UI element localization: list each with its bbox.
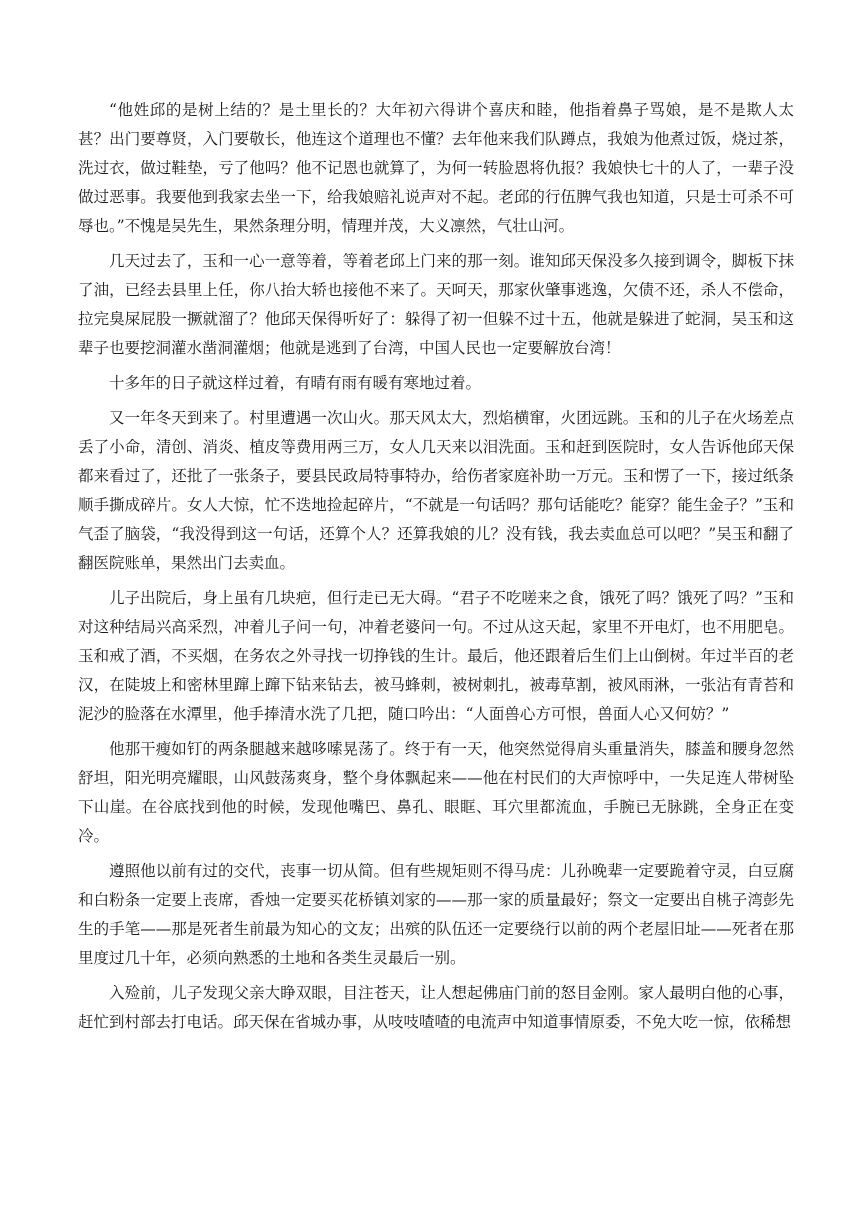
paragraph: 几天过去了，玉和一心一意等着，等着老邱上门来的那一刻。谁知邱天保没多久接到调令，脚板下抹了油，已经去县里上任，你八抬大轿也接他不来了。天呵天，那家伙肇事逃逸，欠债不还，杀人不偿命，拉完臭屎屁股一撅就溜了？他邱天保得听好了：躲得了初一但躲不过十五，他就是躲进了蛇洞，吴玉和这辈子也要挖洞灌水凿洞灌烟；他就是逃到了台湾，中国人民也一定要解放台湾！ (78, 252, 794, 357)
paragraph: 遵照他以前有过的交代，丧事一切从简。但有些规矩则不得马虎：儿孙晚辈一定要跪着守灵，白豆腐和白粉条一定要上丧席，香烛一定要买花桥镇刘家的——那一家的质量最好；祭文一定要出自桃子湾彭先生的手笔——那是死者生前最为知心的文友；出殡的队伍还一定要绕行以前的两个老屋旧址——死者在那里度过几十年，必须向熟悉的土地和各类生灵最后一别。 (78, 862, 794, 967)
paragraph: 儿子出院后，身上虽有几块疤，但行走已无大碍。“君子不吃嗟来之食，饿死了吗？饿死了吗？”玉和对这种结局兴高采烈，冲着儿子问一句，冲着老婆问一句。不过从这天起，家里不开电灯，也不用肥皂。玉和戒了酒，不买烟，在务农之外寻找一切挣钱的生计。最后，他还跟着后生们上山倒树。年过半百的老汉，在陡坡上和密林里蹿上蹿下钻来钻去，被马蜂刺，被树刺扎，被毒草割，被风雨淋，一张沾有青苔和泥沙的脸落在水潭里，他手捧清水洗了几把，随口吟出：“人面兽心方可恨，兽面人心又何妨？” (78, 589, 794, 723)
paragraph: “他姓邱的是树上结的？是土里长的？大年初六得讲个喜庆和睦，他指着鼻子骂娘，是不是欺人太甚？出门要尊贤，入门要敬长，他连这个道理也不懂？去年他来我们队蹲点，我娘为他煮过饭，烧过茶，洗过衣，做过鞋垫，亏了他吗？他不记恩也就算了，为何一转脸恩将仇报？我娘快七十的人了，一辈子没做过恶事。我要他到我家去坐一下，给我娘赔礼说声对不起。老邱的行伍脾气我也知道，只是士可杀不可辱也。”不愧是吴先生，果然条理分明，情理并茂，大义凛然，气壮山河。 (78, 101, 794, 235)
paragraph: 入殓前，儿子发现父亲大睁双眼，目注苍天，让人想起佛庙门前的怒目金刚。家人最明白他的心事，赶忙到村部去打电话。邱天保在省城办事，从吱吱喳喳的电流声中知道事情原委，不免大吃一惊，依稀想 (78, 984, 794, 1031)
paragraph: 十多年的日子就这样过着，有晴有雨有暖有寒地过着。 (109, 374, 482, 392)
paragraph: 又一年冬天到来了。村里遭遇一次山火。那天风太大，烈焰横窜，火团远跳。玉和的儿子在火场差点丢了小命，清创、消炎、植皮等费用两三万，女人几天来以泪洗面。玉和赶到医院时，女人告诉他邱天保都来看过了，还批了一张条子，要县民政局特事特办，给伤者家庭补助一万元。玉和愣了一下，接过纸条顺手撕成碎片。女人大惊，忙不迭地捡起碎片，“不就是一句话吗？那句话能吃？能穿？能生金子？”玉和气歪了脑袋，“我没得到这一句话，还算个人？还算我娘的儿？没有钱，我去卖血总可以吧？”吴玉和翻了翻医院账单，果然出门去卖血。 (78, 409, 794, 572)
paragraph: 他那干瘦如钉的两条腿越来越哆嗦晃荡了。终于有一天，他突然觉得肩头重量消失，膝盖和腰身忽然舒坦，阳光明亮耀眼，山风鼓荡爽身，整个身体飘起来——他在村民们的大声惊呼中，一失足连人带树坠下山崖。在谷底找到他的时候，发现他嘴巴、鼻孔、眼眶、耳穴里都流血，手腕已无脉跳，全身正在变冷。 (78, 740, 794, 845)
document-body (78, 96, 794, 1043)
